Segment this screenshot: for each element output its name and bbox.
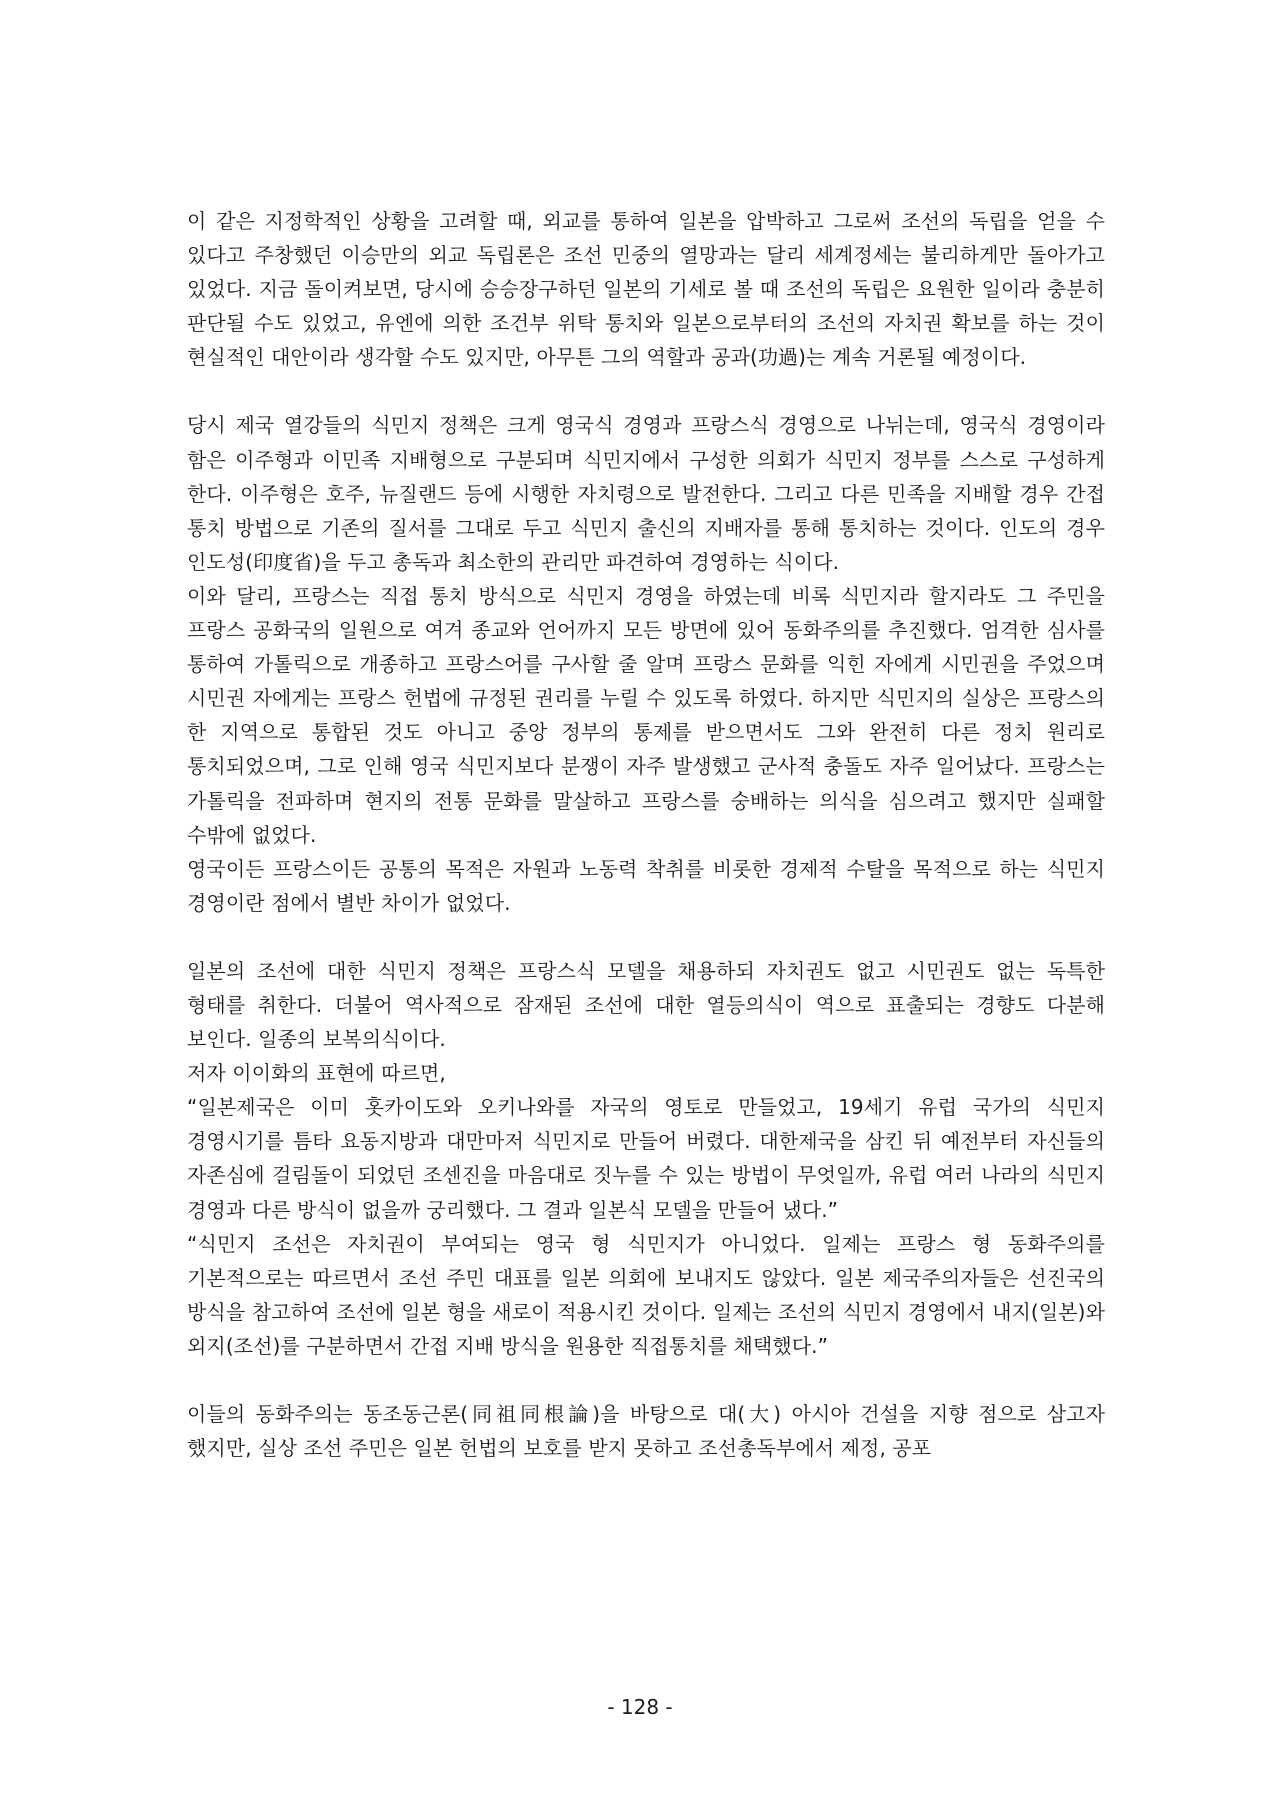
page-number: - 128 -: [607, 1695, 673, 1719]
paragraph-gap: [187, 1363, 1105, 1397]
paragraph-4: 영국이든 프랑스이든 공통의 목적은 자원과 노동력 착취를 비롯한 경제적 수탈을 목적으로 하는 식민지 경영이란 점에서 별반 차이가 없었다.: [187, 856, 1105, 915]
paragraph-5: 일본의 조선에 대한 식민지 정책은 프랑스식 모델을 채용하되 자치권도 없고 시민권도 없는 독특한 형태를 취한다. 더불어 역사적으로 잠재된 조선에 대한 열등의식이 역으로 표출되는 경향도 다분해 보인다. 일종의 보복의식이다.: [187, 958, 1105, 1052]
paragraph-7: 이들의 동화주의는 동조동근론(同祖同根論)을 바탕으로 대(大) 아시아 건설을 지향 점으로 삼고자 했지만, 실상 조선 주민은 일본 헌법의 보호를 받지 못하고 조선총독부에서 제정, 공포: [187, 1402, 1105, 1461]
paragraph-gap: [187, 374, 1105, 408]
paragraph-6: 저자 이이화의 표현에 따르면,: [187, 1061, 446, 1086]
quote-2: “식민지 조선은 자치권이 부여되는 영국 형 식민지가 아니었다. 일제는 프랑스 형 동화주의를 기본적으로는 따르면서 조선 주민 대표를 일본 의회에 보내지도 않았다. 일본 제국주의자들은 선진국의 방식을 참고하여 조선에 일본 형을 새로이 적용시킨 것이다. 일제는 조선의 식민지 경영에서 내지(일본)와 외지(조선)를 구분하면서 간접 지배 방식을 원용한 직접통치를 채택했다.”: [187, 1231, 1105, 1358]
paragraph-1: 이 같은 지정학적인 상황을 고려할 때, 외교를 통하여 일본을 압박하고 그로써 조선의 독립을 얻을 수 있다고 주창했던 이승만의 외교 독립론은 조선 민중의 열망과는 달리 세계정세는 불리하게만 돌아가고 있었다. 지금 돌이켜보면, 당시에 승승장구하던 일본의 기세로 볼 때 조선의 독립은 요원한 일이라 충분히 판단될 수도 있었고, 유엔에 의한 조건부 위탁 통치와 일본으로부터의 조선의 자치권 확보를 하는 것이 현실적인 대안이라 생각할 수도 있지만, 아무튼 그의 역할과 공과(功過)는 계속 거론될 예정이다.: [187, 209, 1105, 370]
quote-1: “일본제국은 이미 홋카이도와 오키나와를 자국의 영토로 만들었고, 19세기 유럽 국가의 식민지 경영시기를 틈타 요동지방과 대만마저 식민지로 만들어 버렸다. 대한제국을 삼킨 뒤 예전부터 자신들의 자존심에 걸림돌이 되었던 조센진을 마음대로 짓누를 수 있는 방법이 무엇일까, 유럽 여러 나라의 식민지 경영과 다른 방식이 없을까 궁리했다. 그 결과 일본식 모델을 만들어 냈다.”: [187, 1095, 1105, 1222]
paragraph-2: 당시 제국 열강들의 식민지 정책은 크게 영국식 경영과 프랑스식 경영으로 나뉘는데, 영국식 경영이라 함은 이주형과 이민족 지배형으로 구분되며 식민지에서 구성한 의회가 식민지 정부를 스스로 구성하게 한다. 이주형은 호주, 뉴질랜드 등에 시행한 자치령으로 발전한다. 그리고 다른 민족을 지배할 경우 간접 통치 방법으로 기존의 질서를 그대로 두고 식민지 출신의 지배자를 통해 통치하는 것이다. 인도의 경우 인도성(印度省)을 두고 총독과 최소한의 관리만 파견하여 경영하는 식이다.: [187, 413, 1105, 574]
paragraph-gap: [187, 920, 1105, 954]
paragraph-3: 이와 달리, 프랑스는 직접 통치 방식으로 식민지 경영을 하였는데 비록 식민지라 할지라도 그 주민을 프랑스 공화국의 일원으로 여겨 종교와 언어까지 모든 방면에 있어 동화주의를 추진했다. 엄격한 심사를 통하여 가톨릭으로 개종하고 프랑스어를 구사할 줄 알며 프랑스 문화를 익힌 자에게 시민권을 주었으며 시민권 자에게는 프랑스 헌법에 규정된 권리를 누릴 수 있도록 하였다. 하지만 식민지의 실상은 프랑스의 한 지역으로 통합된 것도 아니고 중앙 정부의 통제를 받으면서도 그와 완전히 다른 정치 원리로 통치되었으며, 그로 인해 영국 식민지보다 분쟁이 자주 발생했고 군사적 충돌도 자주 일어났다. 프랑스는 가톨릭을 전파하며 현지의 전통 문화를 말살하고 프랑스를 숭배하는 의식을 심으려고 했지만 실패할 수밖에 없었다.: [187, 583, 1105, 847]
page-body: [187, 204, 1105, 1465]
